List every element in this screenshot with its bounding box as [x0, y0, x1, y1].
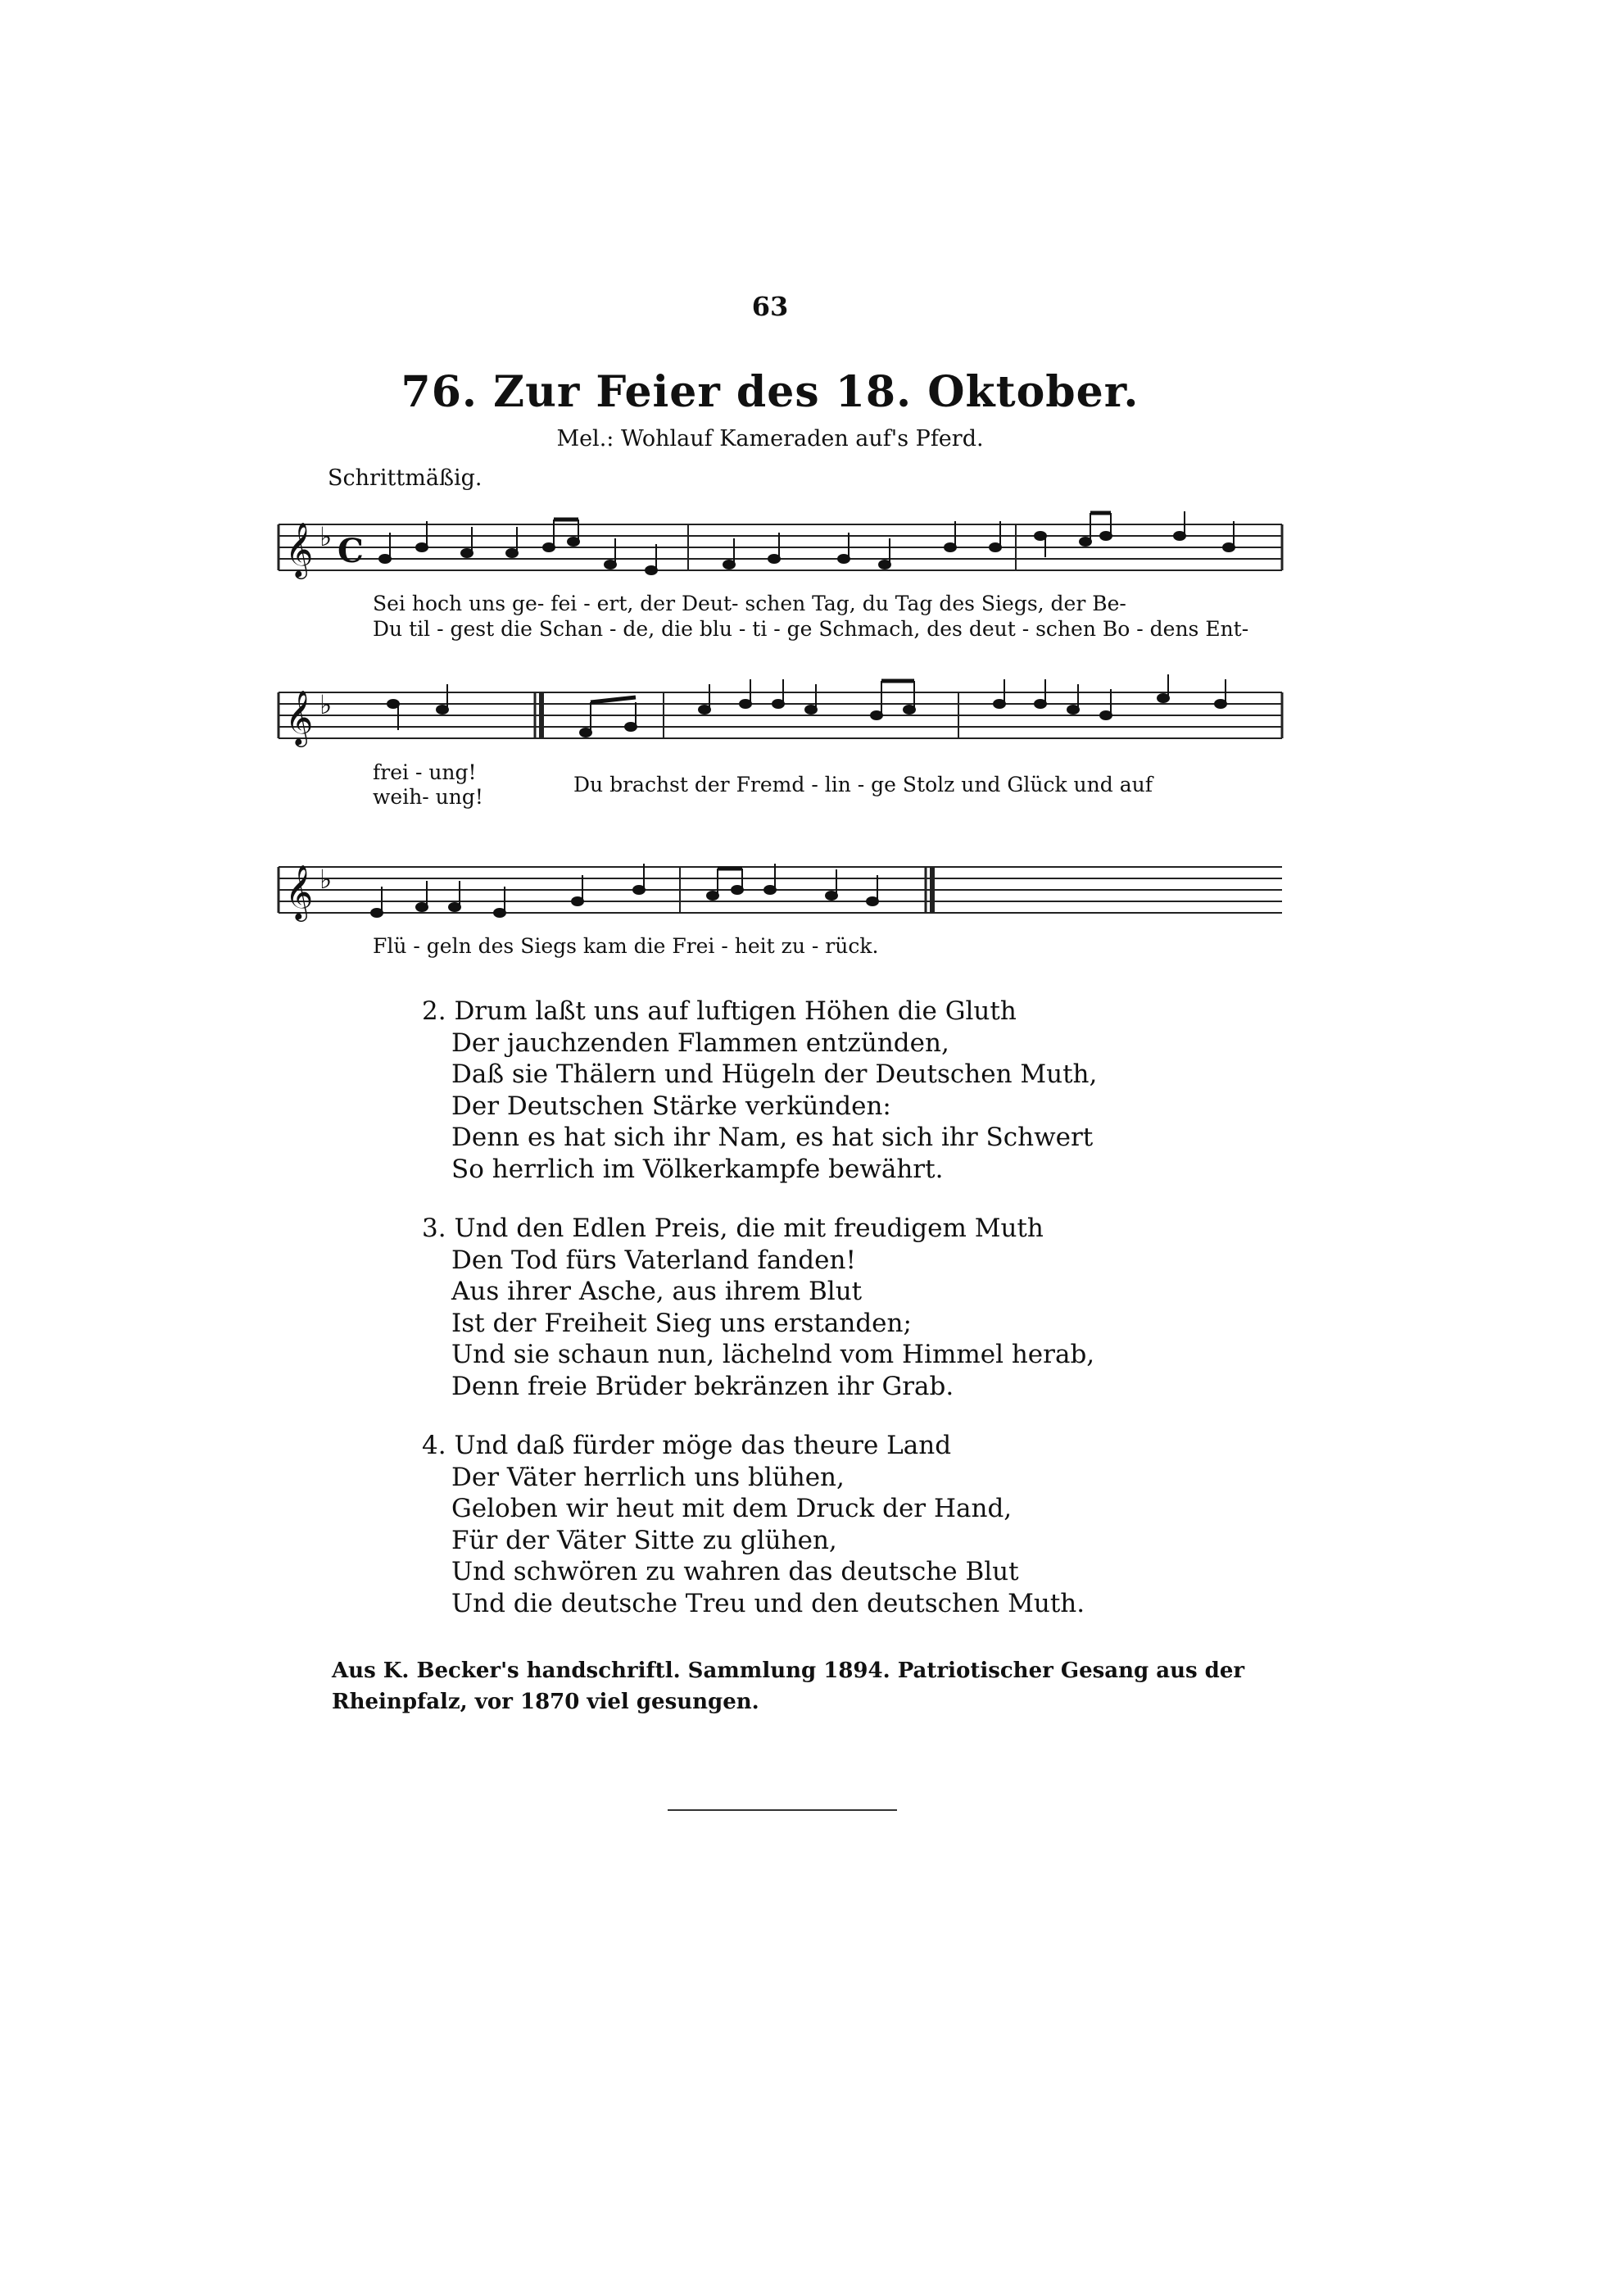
- svg-text:♭: ♭: [319, 689, 333, 720]
- melody-reference: Mel.: Wohlauf Kameraden auf's Pferd.: [556, 426, 984, 451]
- stanza-line: Denn es hat sich ihr Nam, es hat sich ihr Schwert: [451, 1123, 1094, 1152]
- lyrics-system-1-line-2: Du til - gest die Schan - de, die blu - ti - ge Schmach, des deut - schen Bo - dens Ent-: [373, 617, 1249, 641]
- stanza-line: Der Deutschen Stärke verkünden:: [451, 1091, 891, 1121]
- stanza-line: Ist der Freiheit Sieg uns erstanden;: [451, 1308, 912, 1338]
- svg-text:𝄞: 𝄞: [285, 864, 314, 919]
- lyrics-system-2-ending-1: frei - ung!: [373, 760, 477, 784]
- stanza-line: Den Tod fürs Vaterland fanden!: [451, 1245, 856, 1275]
- stanza-line: Und daß fürder möge das theure Land: [454, 1431, 952, 1460]
- stanza-line: Und sie schaun nun, lächelnd vom Himmel herab,: [451, 1340, 1095, 1369]
- stanza-line: Und den Edlen Preis, die mit freudigem Muth: [454, 1214, 1044, 1243]
- stanza-line: Und die deutsche Treu und den deutschen Muth.: [451, 1588, 1085, 1618]
- stanza-4: [422, 1430, 1085, 1619]
- stanza-line: Drum laßt uns auf luftigen Höhen die Gluth: [454, 996, 1017, 1026]
- stanza-line: Geloben wir heut mit dem Druck der Hand,: [451, 1494, 1013, 1523]
- stanza-number: 2.: [422, 996, 446, 1026]
- song-title-text: Zur Feier des 18. Oktober.: [493, 367, 1139, 417]
- stanza-line: So herrlich im Völkerkampfe bewährt.: [451, 1154, 944, 1184]
- page-number: 63: [751, 291, 789, 322]
- music-staff-system-1: [270, 508, 1290, 598]
- stanza-line: Der jauchzenden Flammen entzünden,: [451, 1028, 949, 1058]
- tempo-marking: Schrittmäßig.: [328, 465, 483, 491]
- stanza-line: Und schwören zu wahren das deutsche Blut: [451, 1557, 1019, 1586]
- svg-text:𝄞: 𝄞: [285, 689, 314, 745]
- stanza-line: Denn freie Brüder bekränzen ihr Grab.: [451, 1371, 954, 1401]
- stanza-line: Daß sie Thälern und Hügeln der Deutschen Muth,: [451, 1060, 1098, 1089]
- stanza-2: [422, 996, 1097, 1185]
- lyrics-system-1-line-1: Sei hoch uns ge- fei - ert, der Deut- schen Tag, du Tag des Siegs, der Be-: [373, 592, 1126, 615]
- music-staff-system-3: [270, 844, 1290, 934]
- svg-text:♭: ♭: [319, 521, 333, 552]
- stanza-line: Der Väter herrlich uns blühen,: [451, 1462, 845, 1492]
- closing-rule: [668, 1809, 897, 1811]
- svg-text:C: C: [338, 532, 364, 570]
- lyrics-system-3-line: Flü - geln des Siegs kam die Frei - heit zu - rück.: [373, 934, 879, 958]
- music-staff-system-2: [270, 668, 1290, 758]
- source-note: Aus K. Becker's handschriftl. Sammlung 1894. Patriotischer Gesang aus der Rheinpfalz, vor 1870 viel gesungen.: [332, 1658, 1245, 1714]
- stanza-number: 4.: [422, 1431, 446, 1460]
- svg-text:𝄞: 𝄞: [285, 521, 314, 577]
- stanza-line: Aus ihrer Asche, aus ihrem Blut: [451, 1277, 863, 1306]
- song-title: [0, 367, 1540, 417]
- stanza-number: 3.: [422, 1214, 446, 1243]
- stanza-3: [422, 1213, 1094, 1402]
- song-number: 76.: [401, 367, 478, 417]
- lyrics-system-2-ending-2: weih- ung!: [373, 785, 483, 809]
- svg-text:♭: ♭: [319, 864, 333, 895]
- lyrics-system-2-refrain: Du brachst der Fremd - lin - ge Stolz und Glück und auf: [573, 773, 1153, 796]
- stanza-line: Für der Väter Sitte zu glühen,: [451, 1525, 837, 1555]
